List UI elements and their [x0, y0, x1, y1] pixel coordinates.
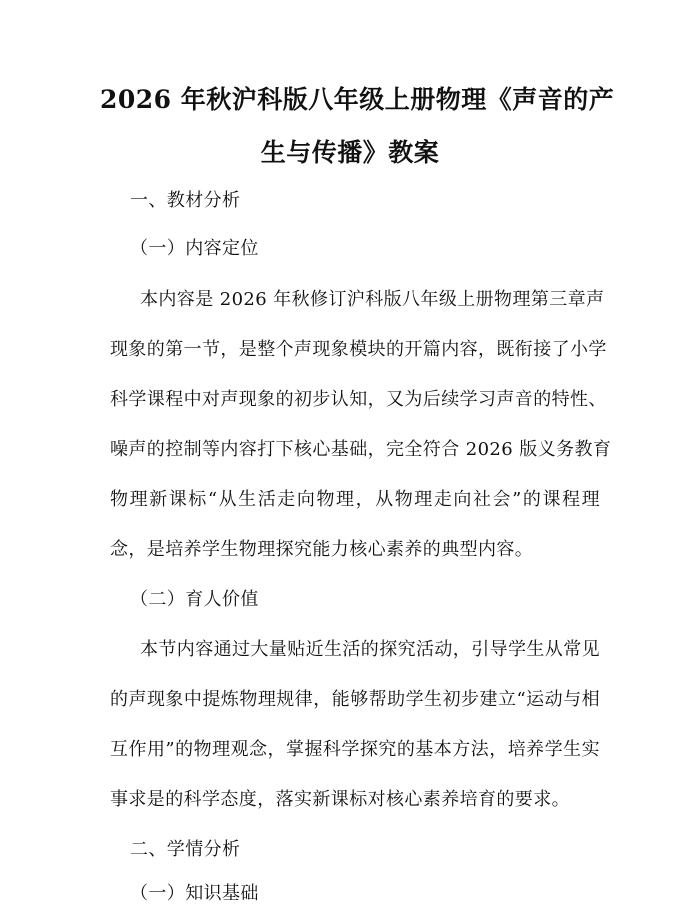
subheading-content-position: （一）内容定位 [130, 238, 259, 259]
paragraph-2-line-4: 事求是的科学态度，落实新课标对核心素养培育的要求。 [110, 789, 570, 810]
subheading-knowledge-base: （一）知识基础 [130, 883, 259, 904]
document-title-line-2: 生与传播》教案 [260, 138, 440, 167]
paragraph-1-line-1: 本内容是 2026 年秋修订沪科版八年级上册物理第三章声 [140, 289, 605, 310]
subheading-educational-value: （二）育人价值 [130, 589, 259, 610]
paragraph-2-line-3: 互作用”的物理观念，掌握科学探究的基本方法，培养学生实 [110, 739, 600, 760]
paragraph-2-line-1: 本节内容通过大量贴近生活的探究活动，引导学生从常见 [140, 639, 600, 660]
paragraph-1-line-3: 科学课程中对声现象的初步认知，又为后续学习声音的特性、 [110, 389, 607, 410]
section-heading-learner-analysis: 二、学情分析 [130, 839, 241, 860]
document-title-line-1: 2026 年秋沪科版八年级上册物理《声音的产 [100, 85, 615, 114]
paragraph-1-line-6: 念，是培养学生物理探究能力核心素养的典型内容。 [110, 539, 534, 560]
section-heading-analysis: 一、教材分析 [130, 190, 241, 211]
paragraph-1-line-4: 噪声的控制等内容打下核心基础，完全符合 2026 版义务教育 [110, 439, 612, 460]
paragraph-1-line-5: 物理新课标“从生活走向物理，从物理走向社会”的课程理 [110, 489, 600, 510]
paragraph-1-line-2: 现象的第一节，是整个声现象模块的开篇内容，既衔接了小学 [110, 339, 607, 360]
paragraph-2-line-2: 的声现象中提炼物理规律，能够帮助学生初步建立“运动与相 [110, 689, 600, 710]
